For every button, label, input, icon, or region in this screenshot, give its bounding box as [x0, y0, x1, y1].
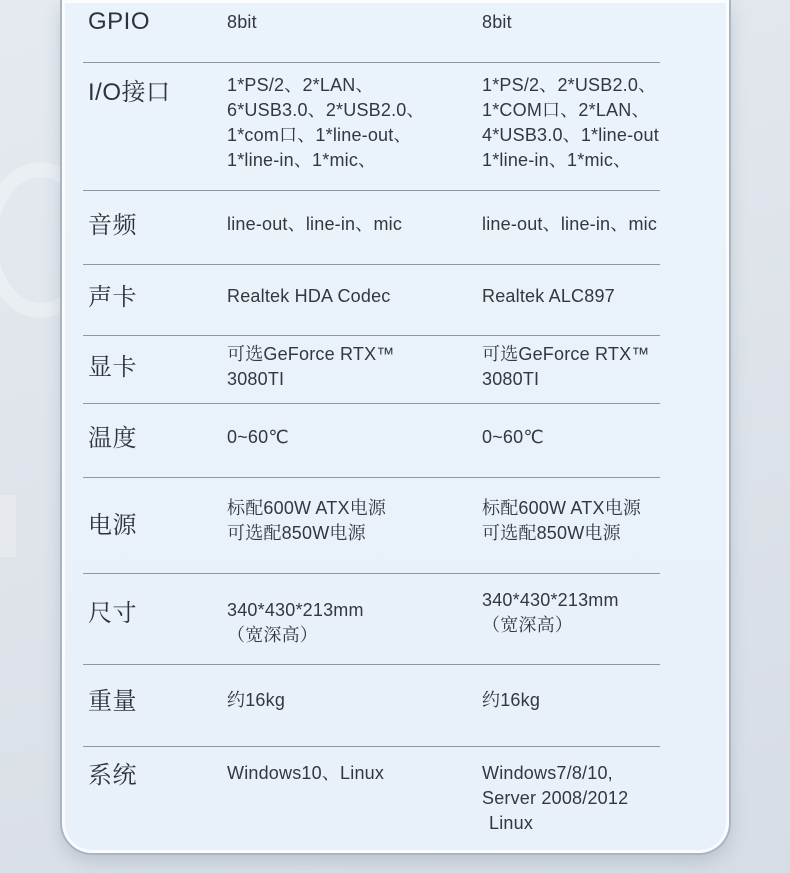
- spec-value-col1: [227, 264, 482, 335]
- spec-value-col2: [482, 477, 729, 573]
- spec-value-line: Server 2008/2012: [482, 788, 629, 808]
- spec-value-col2: [482, 0, 729, 62]
- spec-value-line: 可选配850W电源: [227, 523, 366, 543]
- spec-row-label: 声卡: [88, 284, 137, 311]
- spec-row-graphics-card: [62, 335, 729, 403]
- spec-value-line: 1*line-in、1*mic、: [482, 150, 632, 170]
- spec-row-label: 音频: [88, 212, 137, 239]
- spec-row-label: 尺寸: [88, 600, 137, 627]
- spec-value-line: 约16kg: [227, 690, 286, 710]
- background-watermark-strip: [0, 495, 16, 557]
- spec-table-card: [60, 0, 731, 855]
- spec-value-col1: [227, 664, 482, 746]
- spec-value-line: 340*430*213mm: [482, 590, 619, 610]
- spec-value-line: 8bit: [227, 12, 257, 32]
- spec-row-label: 电源: [88, 512, 137, 539]
- spec-value-col2: [482, 664, 729, 746]
- spec-value-line: 1*com口、1*line-out、: [227, 125, 412, 145]
- spec-value-col2: [482, 335, 729, 403]
- spec-value-col2: [482, 190, 729, 264]
- spec-value-line: 0~60℃: [227, 427, 289, 447]
- spec-value-line: 3080TI: [482, 369, 540, 389]
- spec-value-col1: [227, 746, 482, 853]
- spec-value-col1: [227, 335, 482, 403]
- spec-value-line: 8bit: [482, 12, 512, 32]
- spec-row-label: 重量: [88, 688, 137, 715]
- spec-row-power-supply: [62, 477, 729, 573]
- spec-row-temperature: [62, 403, 729, 477]
- spec-row-label: I/O接口: [88, 79, 171, 106]
- spec-value-col1: [227, 403, 482, 477]
- spec-value-line: 0~60℃: [482, 427, 544, 447]
- spec-value-line: 6*USB3.0、2*USB2.0、: [227, 100, 425, 120]
- spec-row-gpio: [62, 0, 729, 62]
- spec-row-sound-card: [62, 264, 729, 335]
- spec-value-col1: [227, 190, 482, 264]
- spec-value-line: （宽深高）: [227, 625, 318, 645]
- spec-value-line: 可选配850W电源: [482, 523, 621, 543]
- spec-row-operating-system: [62, 746, 729, 853]
- spec-value-line: Realtek HDA Codec: [227, 286, 391, 306]
- spec-value-line: line-out、line-in、mic: [227, 214, 403, 234]
- spec-value-col2: [482, 264, 729, 335]
- spec-value-col1: [227, 573, 482, 664]
- spec-value-col2: [482, 403, 729, 477]
- spec-value-line: 标配600W ATX电源: [482, 498, 642, 518]
- spec-value-line: Windows10、Linux: [227, 763, 385, 783]
- spec-value-line: 可选GeForce RTX™: [227, 344, 395, 364]
- spec-value-col1: [227, 0, 482, 62]
- spec-value-line: 3080TI: [227, 369, 285, 389]
- spec-value-line: 340*430*213mm: [227, 600, 364, 620]
- spec-row-io-ports: [62, 62, 729, 190]
- spec-value-line: Linux: [489, 813, 534, 833]
- spec-value-col2: [482, 746, 729, 853]
- spec-value-col2: [482, 573, 729, 664]
- spec-value-col1: [227, 477, 482, 573]
- spec-value-line: 可选GeForce RTX™: [482, 344, 650, 364]
- spec-value-line: 约16kg: [482, 690, 541, 710]
- spec-value-line: 1*line-in、1*mic、: [227, 150, 377, 170]
- spec-value-line: （宽深高）: [482, 615, 573, 635]
- spec-value-line: Realtek ALC897: [482, 286, 615, 306]
- spec-value-line: Windows7/8/10,: [482, 763, 613, 783]
- spec-row-audio: [62, 190, 729, 264]
- spec-value-line: 标配600W ATX电源: [227, 498, 387, 518]
- spec-row-label: 显卡: [88, 354, 137, 381]
- spec-value-line: line-out、line-in、mic: [482, 214, 658, 234]
- spec-row-label: 温度: [88, 425, 137, 452]
- spec-row-dimensions: [62, 573, 729, 664]
- spec-row-label: GPIO: [88, 8, 151, 35]
- spec-row-weight: [62, 664, 729, 746]
- spec-value-line: 1*PS/2、2*LAN、: [227, 75, 374, 95]
- spec-value-line: 1*PS/2、2*USB2.0、: [482, 75, 657, 95]
- spec-row-label: 系统: [88, 762, 137, 789]
- spec-value-line: 1*COM口、2*LAN、: [482, 100, 650, 120]
- spec-value-col2: [482, 62, 729, 190]
- spec-value-col1: [227, 62, 482, 190]
- spec-value-line: 4*USB3.0、1*line-out: [482, 125, 659, 145]
